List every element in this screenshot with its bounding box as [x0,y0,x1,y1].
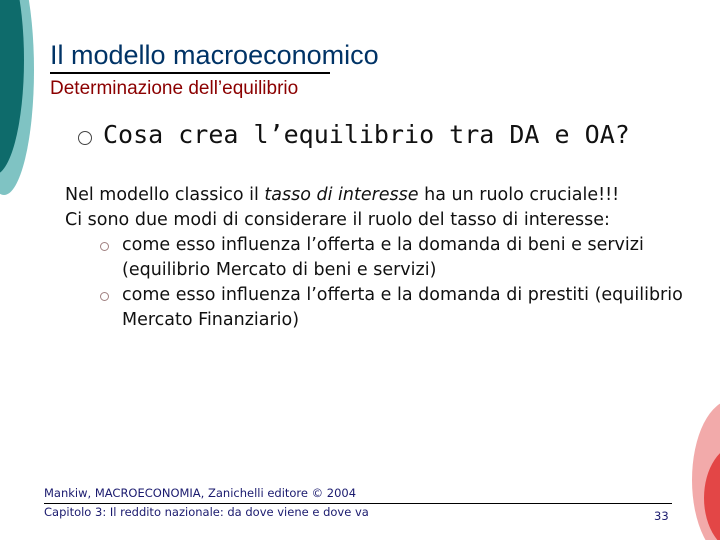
paragraph-2: Ci sono due modi di considerare il ruolo del tasso di interesse: [65,210,610,230]
title-underline [50,72,330,74]
question-bullet-icon [78,131,92,145]
slide-body [65,183,705,333]
footer-chapter: Capitolo 3: Il reddito nazionale: da dove viene e dove va [44,505,369,519]
paragraph-1-before: Nel modello classico il [65,185,265,205]
paragraph-1-emphasis: tasso di interesse [264,185,419,205]
sub-item-text: come esso influenza l’offerta e la domanda di beni e servizi (equilibrio Mercato di beni e servizi) [122,235,644,280]
page-number: 33 [654,509,669,523]
paragraph-1-after: ha un ruolo cruciale!!! [418,185,620,205]
sub-bullet-icon [100,242,109,251]
sub-bullet-icon [100,292,109,301]
sub-item-goods-market [65,233,705,283]
footer-divider [44,503,672,504]
question-text: Cosa crea l’equilibrio tra DA e OA? [103,120,630,149]
sub-item-text: come esso influenza l’offerta e la domanda di prestiti (equilibrio Mercato Finanziario) [122,285,683,330]
paragraph-1 [65,183,705,208]
slide-title: Il modello macroeconomico [50,40,379,70]
slide-subtitle: Determinazione dell’equilibrio [50,78,299,99]
footer-credit: Mankiw, MACROECONOMIA, Zanichelli editore © 2004 [44,486,357,500]
sub-item-financial-market [65,283,705,333]
